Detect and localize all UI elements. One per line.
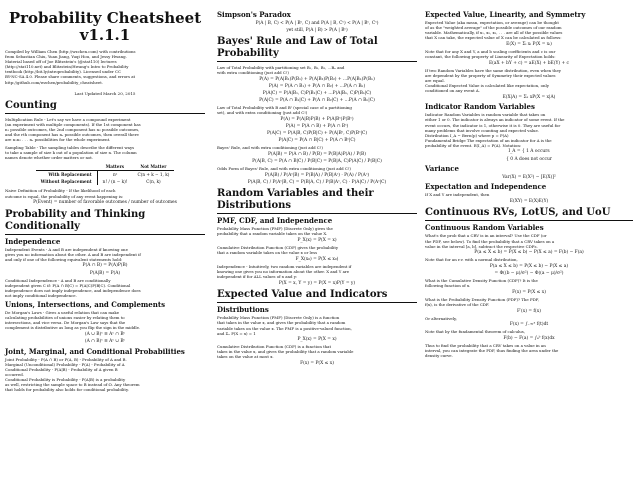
- credits-line: (http://stat110.net) and Blitzstein/Hwang's Intro to Probability: [5, 64, 129, 70]
- equation: P(A|C) = P(A|B, C)P(B|C) + P(A|Bᶜ, C)P(Bᶜ|C): [266, 131, 368, 137]
- paragraph-line: probability of the event. E(I_A) = P(A). Notation:: [425, 142, 522, 148]
- credits: [5, 49, 205, 85]
- equation: F(x) = ∫₋∞ˣ f(t)dt: [509, 322, 549, 328]
- equation: E(XY) = E(X)E(Y): [509, 198, 549, 204]
- paragraph-line: outcome is equal, the probability of any event happening is:: [5, 193, 124, 199]
- column-2: [217, 8, 417, 368]
- paragraph-line: calculating probabilities of unions easier by relating them to: [5, 315, 125, 321]
- equation: F(b) − F(a) = ∫ₐᵇ f(x)dx: [503, 335, 555, 341]
- equation: I_A = { 1 A occurs: [508, 149, 550, 155]
- table-cell: C(n + k − 1, k): [137, 172, 170, 178]
- paragraph-line: Conditional Probability is Probability - P(A|B) is a probability: [5, 376, 126, 382]
- equation: E(X|A) = Σₓ xP(X = x|A): [502, 94, 556, 100]
- paragraph-line: are equal.: [425, 77, 445, 83]
- subsection-heading: Continuous Random Variables: [425, 223, 544, 233]
- section-rule: [217, 302, 417, 303]
- paragraph-line: that takes in the value x, and gives the probability that a random: [217, 320, 346, 326]
- equation: E(X) = Σᵢ xᵢ P(X = xᵢ): [506, 41, 552, 47]
- paragraph-line: Naive Definition of Probability - If the likelihood of each: [5, 188, 116, 194]
- equation: { 0 A does not occur: [506, 156, 552, 162]
- equation: P(A|B, C) / P(Aᶜ|B, C) = P(B|A, C) / P(B|Aᶜ, C) · P(A|C) / P(Aᶜ|C): [247, 179, 387, 185]
- equation: P(A) = P(A|B₁)P(B₁) + P(A|B₂)P(B₂) + ...P(A|Bₙ)P(Bₙ): [259, 76, 375, 82]
- paragraph-line: that X can take, the expected value of X can be calculated as follows:: [425, 35, 562, 41]
- paragraph-line: Probability Mass Function (PMF) (Discrete Only) is a function: [217, 315, 340, 321]
- paragraph-line: Marginal (Unconditional) Probability - P(A) - Probability of A: [5, 361, 125, 367]
- paragraph-line: Independent Events - A and B are independent if knowing one: [5, 246, 128, 252]
- credits-line: BY-NC-SA 4.0. Please share comments, suggestions, and errors at: [5, 74, 136, 80]
- subsection-heading: Indicator Random Variables: [425, 102, 535, 112]
- equation: P(A|B) / P(Aᶜ|B) = P(B|A) / P(B|Aᶜ) · P(A) / P(Aᶜ): [264, 172, 370, 178]
- paragraph-line: De Morgan's Laws - Gives a useful relation that can make: [5, 310, 120, 316]
- credits-link[interactable]: http://github.com/wzchen/probability_cheatsheet.: [5, 79, 104, 85]
- equation: F′(x) = f(x): [517, 308, 541, 314]
- equation: P(A|C) = P(A|B₁, C)P(B₁|C) + ...P(A|Bₙ, C)P(Bₙ|C): [262, 91, 372, 97]
- paragraph-line: Conditional Probability - P(A|B) - Probability of A given B: [5, 366, 118, 372]
- paragraph-line: as well, restricting the sample space to B instead of Ω. Any theorem: [5, 382, 140, 388]
- paragraph-line: intersections, and vice versa. De Morgan's Law says that the: [5, 320, 126, 326]
- table-row: [36, 171, 175, 179]
- table-cell: n! / (n − k)!: [102, 179, 128, 185]
- subsection-heading: Independence: [5, 236, 61, 246]
- equation: P(A) = P(A ∩ B₁) + P(A ∩ B₂) + ...P(A ∩ Bₙ): [268, 83, 366, 89]
- paragraph-line: What is the Cumulative Density Function (CDF)? It is the: [425, 278, 538, 284]
- page-title: Probability Cheatsheet v1.1.1: [8, 9, 202, 44]
- column-1: [5, 8, 205, 392]
- section-rule: [217, 213, 417, 214]
- equation: F_X(x₀) = P(X ≤ x₀): [295, 256, 339, 262]
- credits-line: from Sebastian Chiu, Yuan Jiang, Yuqi Hou, and Jessy Hwang.: [5, 54, 127, 60]
- section-rule: [217, 61, 417, 62]
- paragraph-line: takes in the value x, and gives the probability that a random variable: [217, 349, 354, 355]
- paragraph-line: What is the Probability Density Function (PDF)? The PDF,: [425, 296, 540, 302]
- subsection-heading: PMF, CDF, and Independence: [217, 216, 333, 226]
- paragraph-line: conditioned on any event A.: [425, 88, 480, 94]
- paragraph-line: Sampling Table - The sampling tables describe the different ways: [5, 145, 135, 151]
- paragraph-line: many problems that involve counting and expected value.: [425, 127, 540, 133]
- paragraph-line: independent if for ALL values of x and y:: [217, 274, 298, 280]
- paragraph-line: variable. Mathematically, if x₁, x₂, x₃, . . . are all of the possible values: [425, 30, 563, 36]
- paragraph-line: If two Random Variables have the same distribution, even when they: [425, 67, 561, 73]
- subsection-heading: Joint, Marginal, and Conditional Probabilities: [5, 346, 185, 356]
- paragraph-line: Thus to find the probability that a CRV takes on a value in an: [425, 343, 546, 349]
- equation: P(A|B) = P(A): [89, 270, 121, 276]
- paragraph-line: Expected Value (aka mean, expectation, or average) can be thought: [425, 20, 559, 25]
- subsection-heading: Unions, Intersections, and Complements: [5, 300, 166, 310]
- equation: P_X(x) = P(X = x): [297, 238, 337, 244]
- table-cell: nᵏ: [112, 172, 118, 178]
- equation: P(A) = P(A ∩ B) + P(A ∩ Bᶜ): [285, 124, 349, 130]
- section-heading-rv: Random Variables and their Distributions: [217, 188, 374, 212]
- paragraph-line: Bayes' Rule, and with extra conditioning (just add C!): [217, 145, 323, 151]
- equation: P(X = x, Y = y) = P(X = x)P(Y = y): [278, 280, 356, 286]
- table-header: Not Matter: [132, 163, 174, 171]
- paragraph-line: that holds for probability also holds for conditional probability.: [5, 387, 129, 393]
- section-heading-bayes: Bayes' Rule and Law of Total Probability: [217, 36, 378, 60]
- paragraph-line: and only if one of the following equivalent statements hold:: [5, 256, 123, 262]
- equation: P(A) = P(A|B)P(B) + P(A|Bᶜ)P(Bᶜ): [280, 116, 354, 122]
- paragraph-line: occurred.: [5, 371, 24, 377]
- table-row: [36, 178, 175, 185]
- paragraph-line: constant, the following property of Linearity of Expectation holds:: [425, 54, 556, 60]
- paragraph-line: event occurs, the indicator is 1, otherwise it is 0. They are useful for: [425, 122, 561, 128]
- section-heading-ev: Expected Value and Indicators: [217, 289, 388, 301]
- paragraph-line: Note that for any X and Y, a and b scaling coefficients and c is our: [425, 48, 556, 54]
- equation: P(A|C) = P(A ∩ B|C) + P(A ∩ Bᶜ|C): [278, 138, 356, 144]
- equation: P(Event) = number of favorable outcomes / number of outcomes: [33, 200, 177, 206]
- equation: P(A|B, C) = P(A ∩ B|C) / P(B|C) = P(B|A, C)P(A|C) / P(B|C): [252, 159, 382, 164]
- column-3: [425, 8, 633, 358]
- table-cell: C(n, k): [146, 179, 161, 185]
- paragraph-line: Law of Total Probability with partitioning set B₁, B₂, B₃, ...Bₙ and: [217, 65, 345, 71]
- subsection-heading: Distributions: [217, 305, 269, 315]
- credits-line: textbook (http://bit.ly/introprobability). Licensed under CC: [5, 69, 121, 75]
- paragraph-line: with extra conditioning (just add C!): [217, 70, 289, 76]
- paragraph-line: Conditional Expected Value is calculated like expectation, only: [425, 83, 549, 89]
- equation: = Φ((b − μ)/σ²) − Φ((a − μ)/σ²): [494, 271, 564, 276]
- paragraph-line: complement is distributive as long as you flip the sign in the middle.: [5, 325, 141, 331]
- credits-line: Compiled by William Chen (http://wzchen.com) with contributions: [5, 49, 136, 54]
- equation: P(A|C) = P(A ∩ B₁|C) + P(A ∩ B₂|C) + ...P(A ∩ Bₙ|C): [259, 98, 375, 104]
- equation: P(A|B) = P(A ∩ B) / P(B) = P(B|A)P(A) / P(B): [267, 151, 366, 157]
- paragraph-line: f(x), is the derivative of the CDF.: [425, 301, 490, 307]
- section-heading-counting: Counting: [5, 99, 57, 111]
- paragraph-line: Odds Form of Bayes' Rule, and with extra conditioning (just add C!): [217, 166, 351, 172]
- equation: (A ∩ B)ᶜ ≡ Aᶜ ∪ Bᶜ: [84, 339, 126, 344]
- equation: P(a ≤ X ≤ b) = P(X ≤ b) − P(X ≤ a) = F(b) − F(a): [474, 250, 584, 256]
- paragraph-line: If X and Y are independent, then: [425, 192, 490, 198]
- paragraph-line: Cumulative Distribution Function (CDF) gives the probability: [217, 245, 339, 251]
- section-heading-thinking: Probability and Thinking Conditionally: [5, 208, 146, 232]
- paragraph-line: and Σₓ P(X = x) = 1: [217, 330, 256, 336]
- paragraph-line: variable takes on the value x. The PMF is a positive-valued function,: [217, 325, 352, 331]
- paragraph-line: that a random variable takes on the value x or less: [217, 250, 318, 256]
- paragraph-line: Fundamental Bridge The expectation of an indicator for A is the: [425, 137, 552, 143]
- subsection-heading: Expectation and Independence: [425, 182, 547, 192]
- paragraph-line: Note that by the fundamental theorem of calculus,: [425, 329, 525, 335]
- section-heading-continuous: Continuous RVs, LotUS, and UoU: [425, 207, 611, 219]
- subsection-heading: Expected Value, Linearity, and Symmetry: [425, 10, 586, 19]
- paragraph-line: of as the "weighted average" of the possible outcomes of our random: [425, 25, 562, 31]
- paragraph-line: knowing one gives you no information about the other. X and Y are: [217, 269, 350, 275]
- equation: Var(X) = E(X²) − [E(X)]²: [502, 174, 556, 180]
- equation: F(x) = P(X ≤ x): [300, 361, 334, 367]
- paragraph-line: (an experiment with multiple components). If the 1st component has: [5, 121, 141, 127]
- equation: P(A | B, C) < P(A | Bᶜ, C) and P(A | B, Cᶜ) < P(A | Bᶜ, Cᶜ): [255, 20, 379, 26]
- paragraph-line: independence does not imply independence, and independence does: [5, 287, 141, 293]
- row-label: Without Replacement: [36, 178, 98, 185]
- paragraph-line: following function of x.: [425, 283, 471, 289]
- subsection-heading: Variance: [425, 164, 460, 174]
- paragraph-line: and the rth component has nᵣ possible outcomes, then overall there: [5, 131, 139, 137]
- paragraph-line: Or alternatively,: [425, 315, 457, 321]
- last-updated: Last Updated March 20, 2015: [74, 90, 136, 96]
- paragraph-line: Probability Mass Function (PMF) (Discrete Only) gives the: [217, 226, 333, 232]
- sampling-table: [36, 163, 175, 185]
- paragraph-line: interval, you can integrate the PDF, thus finding the area under the: [425, 348, 559, 354]
- equation: P(A ∩ B) = P(A)P(B): [82, 263, 128, 269]
- paragraph-line: set), and with extra conditioning (just add C!): [217, 110, 308, 116]
- paragraph-line: Law of Total Probability with B and Bᶜ (special case of a partitioning: [217, 105, 352, 111]
- section-rule: [5, 234, 205, 235]
- equation: F(x) = P(X ≤ x): [512, 289, 546, 295]
- equation: yet still, P(A | B) > P(A | Bᶜ): [286, 27, 348, 33]
- paragraph-line: the PDF, see below). To find the probability that a CRV takes on a: [425, 238, 555, 244]
- paragraph-line: takes on the value at most x.: [217, 354, 274, 360]
- section-rule: [5, 113, 205, 114]
- equation: P(a ≤ X ≤ b) = P(X ≤ b) − P(X ≤ a): [489, 263, 569, 269]
- equation: P_X(x) = P(X = x): [297, 337, 337, 343]
- table-header: Matters: [97, 163, 132, 171]
- paragraph-line: Joint Probability - P(A ∩ B) or P(A, B) - Probability of A and B.: [5, 356, 127, 362]
- paragraph-line: independent given C if: P(A ∩ B|C) = P(A|C)P(B|C). Conditional: [5, 282, 131, 288]
- paragraph-line: to take a sample of size k out of a population of size n. The column: [5, 150, 137, 156]
- paragraph-line: value in the interval [a, b], subtract the respective CDFs.: [425, 243, 538, 249]
- paragraph-line: n₁ possible outcomes, the 2nd component has n₂ possible outcomes,: [5, 126, 140, 132]
- paragraph-line: Indicator Random Variables is random variable that takes on: [425, 112, 546, 118]
- paragraph-line: Independence - Intuitively, two random variables are independent if: [217, 263, 352, 269]
- paragraph-line: Conditional Independence - A and B are conditionally: [5, 277, 111, 283]
- paragraph-line: probability that a random variable takes on the value X.: [217, 231, 328, 237]
- paragraph-line: Distribution I_A ∼ Bern(p) where p = P(A): [425, 132, 509, 138]
- subsection-heading: Simpson's Paradox: [217, 10, 291, 19]
- equation: E(aX + bY + c) = aE(X) + bE(Y) + c: [488, 60, 570, 66]
- paragraph-line: are n₁n₂ . . . nᵣ possibilities for the whole experiment.: [5, 137, 111, 143]
- paragraph-line: are dependent by the property of Symmetry their expected values: [425, 72, 556, 78]
- paragraph-line: gives you no information about the other. A and B are independent if: [5, 251, 141, 257]
- paragraph-line: not imply conditional independence.: [5, 292, 77, 298]
- paragraph-line: Multiplication Rule - Let's say we have a compound experiment: [5, 116, 131, 122]
- table-header-row: [36, 163, 175, 171]
- paragraph-line: either 1 or 0. The indicator is always an indicator of some event. If the: [425, 117, 565, 123]
- section-rule: [425, 220, 633, 221]
- equation: (A ∪ B)ᶜ ≡ Aᶜ ∩ Bᶜ: [84, 331, 126, 337]
- paragraph-line: Note that for an r.v. with a normal distribution,: [425, 257, 518, 263]
- credits-line: Material based off of Joe Blitzstein's (@stat110) lectures: [5, 59, 117, 65]
- paragraph-line: density curve.: [425, 353, 453, 359]
- paragraph-line: names denote whether order matters or not.: [5, 155, 94, 161]
- paragraph-line: What's the prob that a CRV is in an interval? Use the CDF (or: [425, 233, 547, 239]
- row-label: With Replacement: [36, 171, 98, 179]
- paragraph-line: Cumulative Distribution Function (CDF) is a function that: [217, 344, 332, 350]
